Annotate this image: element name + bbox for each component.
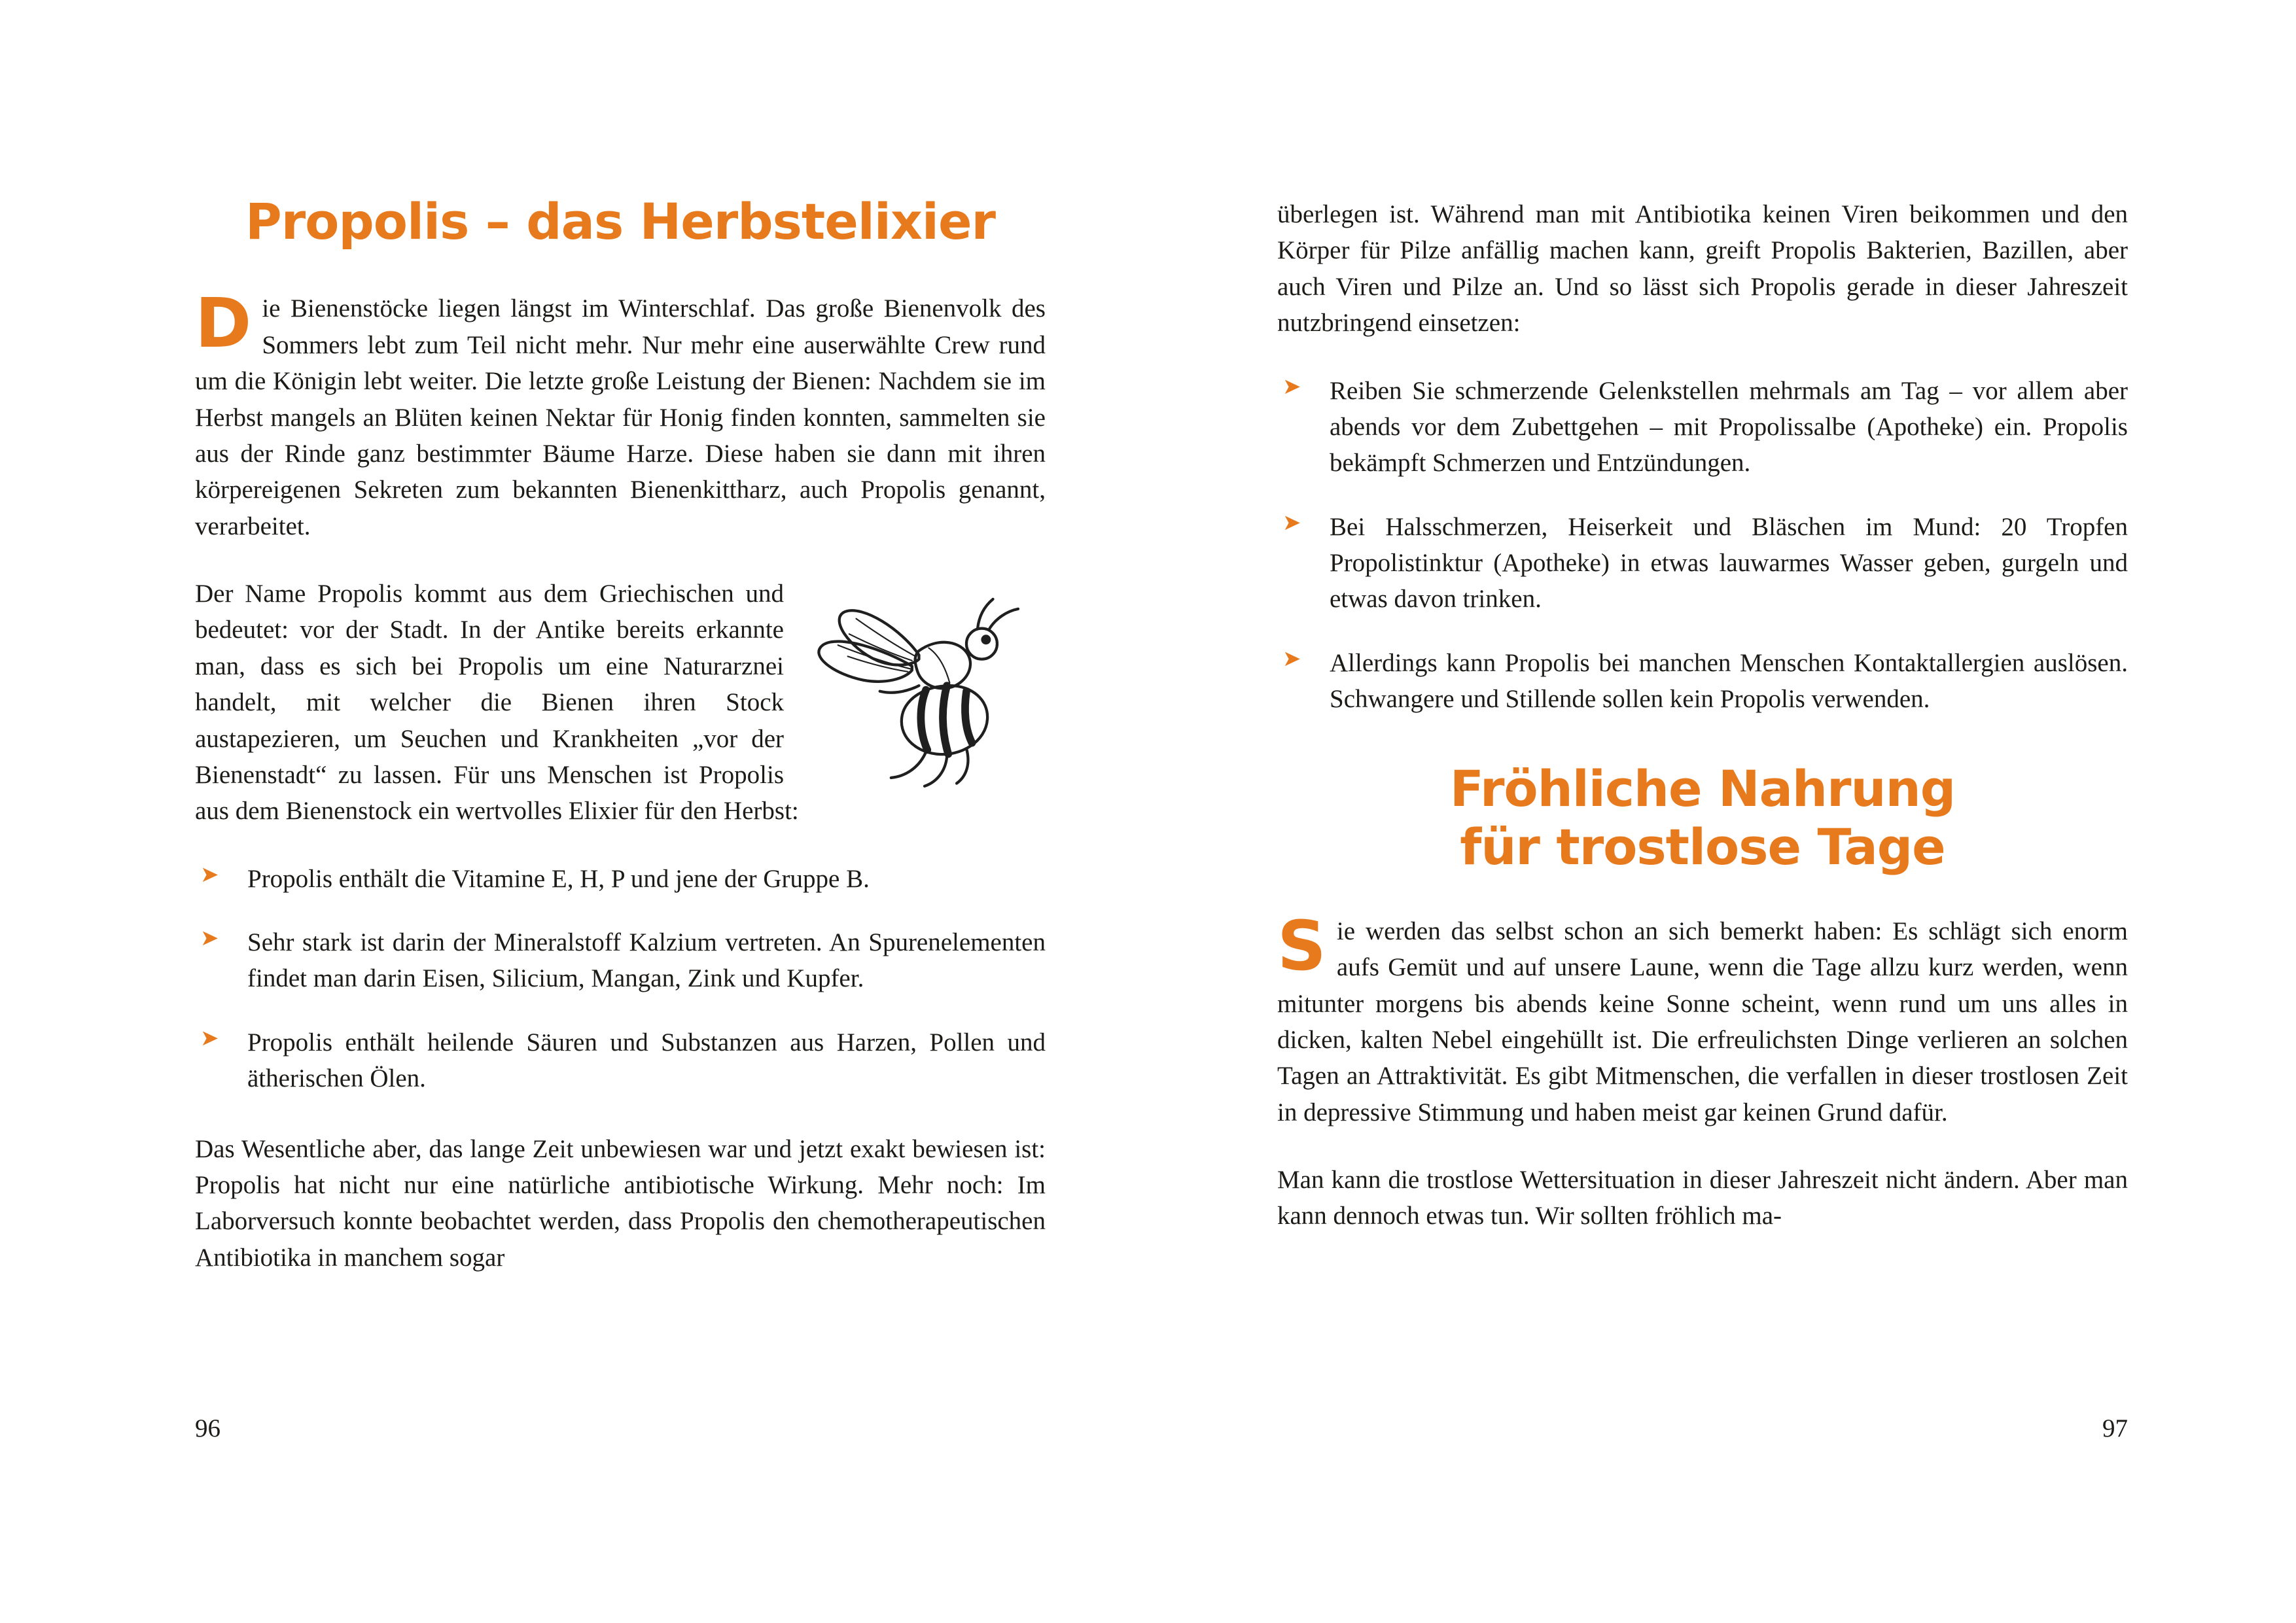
page-left (195, 193, 1046, 1276)
arrow-bullet-icon: ➤ (1282, 645, 1301, 672)
paragraph-conclusion-right: Man kann die trostlose Wettersituation in dieser Jahreszeit nicht ändern. Aber man kann dennoch etwas tun. Wir sollten fröhlich ma- (1277, 1166, 2128, 1230)
arrow-bullet-icon: ➤ (1282, 373, 1301, 400)
paragraph-text: ie werden das selbst schon an sich bemerkt haben: Es schlägt sich enorm aufs Gemüt und auf unsere Laune, wenn die Tage allzu kurz werden, wenn mitunter morgens bis abends keine Sonne scheint, wenn rund um uns alles in dicken, kalten Nebel eingehüllt ist. Die erfreulichsten Dinge verlieren an solchen Tagen an Attraktivität. Es gibt Mitmenschen, die verfallen in dieser trostlosen Zeit in depressive Stimmung und haben meist gar keinen Grund dafür. (1277, 916, 2128, 1126)
section-title (1277, 759, 2128, 877)
bullet-list-left (195, 861, 1046, 1097)
bullet-item (195, 1024, 1046, 1097)
bullet-item (1277, 509, 2128, 618)
bullet-text: Sehr stark ist darin der Mineralstoff Kalzium vertreten. An Spurenelementen findet man darin Eisen, Silicium, Mangan, Zink und Kupfer. (247, 928, 1046, 993)
bullet-text: Reiben Sie schmerzende Gelenkstellen mehrmals am Tag – vor allem aber abends vor dem Zubettgehen – mit Propolissalbe (Apotheke) ein. Propolis bekämpft Schmerzen und Entzündungen. (1330, 376, 2128, 478)
bullet-item (1277, 373, 2128, 481)
paragraph-propolis-origin (195, 576, 1046, 829)
bullet-item (1277, 645, 2128, 718)
bullet-text: Propolis enthält die Vitamine E, H, P und jene der Gruppe B. (247, 864, 870, 893)
paragraph-conclusion-left: Das Wesentliche aber, das lange Zeit unbewiesen war und jetzt exakt bewiesen ist: Propolis hat nicht nur eine natürliche antibiotische Wirkung. Mehr noch: Im Laborversuch konnte beobachtet werden, dass Propolis den chemotherapeutischen Antibiotika in manchem sogar (195, 1134, 1046, 1272)
bullet-item (195, 861, 1046, 897)
bullet-text: Propolis enthält heilende Säuren und Substanzen aus Harzen, Pollen und ätherischen Ölen. (247, 1028, 1046, 1093)
bee-illustration (804, 580, 1046, 789)
paragraph-continuation: überlegen ist. Während man mit Antibiotika keinen Viren beikommen und den Körper für Pilze anfällig machen kann, greift Propolis Bakterien, Bazillen, aber auch Viren und Pilze an. Und so lässt sich Propolis gerade in dieser Jahreszeit nutzbringend einsetzen: (1277, 200, 2128, 338)
arrow-bullet-icon: ➤ (200, 925, 219, 952)
paragraph-text: ie Bienenstöcke liegen längst im Winterschlaf. Das große Bienenvolk des Sommers lebt zum Teil nicht mehr. Nur mehr eine auserwählte Crew rund um die Königin lebt weiter. Die letzte große Leistung der Bienen: Nachdem sie im Herbst mangels an Blüten keinen Nektar für Honig finden konnten, sammelten sie aus der Rinde ganz bestimmter Bäume Harze. Diese haben sie dann mit ihren körpereigenen Sekreten zum bekannten Bienenkittharz, auch Propolis genannt, verarbeitet. (195, 294, 1046, 540)
bullet-text: Bei Halsschmerzen, Heiserkeit und Bläschen im Mund: 20 Tropfen Propolistinktur (Apotheke) in etwas lauwarmes Wasser geben, gurgeln und etwas davon trinken. (1330, 512, 2128, 614)
dropcap-s: S (1277, 905, 1326, 986)
chapter-title: Propolis – das Herbstelixier (245, 192, 995, 251)
bullet-list-right (1277, 373, 2128, 718)
section-title-line2: für trostlose Tage (1460, 818, 1945, 877)
bee-sketch-icon (804, 580, 1046, 789)
bullet-item (195, 924, 1046, 997)
paragraph-text: Der Name Propolis kommt aus dem Griechischen und bedeutet: vor der Stadt. In der Antike bereits erkannte man, dass es sich bei Propolis um eine Naturarznei handelt, mit welcher die Bienen ihren Stock austapezieren, um Seuchen und Krankheiten „vor der Bienenstadt“ zu lassen. Für uns Menschen ist Propolis aus dem Bienenstock ein wertvolles Elixier für den Herbst: (195, 580, 799, 826)
page-right (1277, 196, 2128, 1234)
dropcap-d: D (195, 283, 252, 364)
section-title-line1: Fröhliche Nahrung (1449, 759, 1956, 818)
paragraph-mood (1277, 905, 2128, 1130)
bullet-text: Allerdings kann Propolis bei manchen Menschen Kontaktallergien auslösen. Schwangere und Stillende sollen kein Propolis verwenden. (1330, 648, 2128, 714)
arrow-bullet-icon: ➤ (200, 1024, 219, 1051)
page-number-right: 97 (2102, 1414, 2128, 1442)
arrow-bullet-icon: ➤ (200, 861, 219, 888)
arrow-bullet-icon: ➤ (1282, 509, 1301, 536)
page-number-left: 96 (195, 1414, 221, 1442)
paragraph-intro (195, 283, 1046, 544)
